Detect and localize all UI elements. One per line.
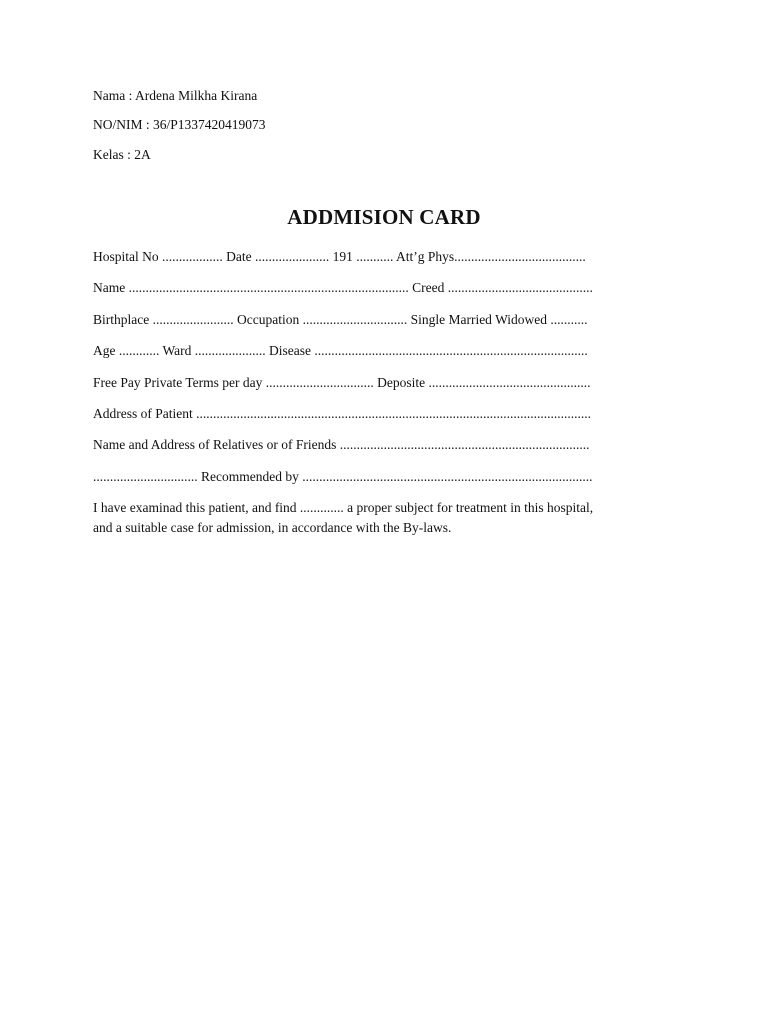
address-of-patient-line: Address of Patient ..................................................................................................................... xyxy=(93,406,591,421)
form-title: ADDMISION CARD xyxy=(287,205,481,229)
hospital-no-line: Hospital No .................. Date ...................... 191 ........... Att’g Phys....................................... xyxy=(93,249,586,264)
age-ward-disease-line: Age ............ Ward ..................... Disease ................................................................................. xyxy=(93,343,588,358)
birthplace-occupation-line: Birthplace ........................ Occupation ............................... Single Married Widowed ........... xyxy=(93,312,588,327)
examination-statement xyxy=(93,498,675,538)
student-nim: NO/NIM : 36/P1337420419073 xyxy=(93,117,266,132)
recommended-by-line: ............................... Recommended by ...................................................................................... xyxy=(93,469,593,484)
name-creed-line: Name ................................................................................... Creed ........................................... xyxy=(93,280,593,295)
pay-terms-deposite-line: Free Pay Private Terms per day ................................ Deposite ................................................ xyxy=(93,375,591,390)
statement-line-2: and a suitable case for admission, in accordance with the By-laws. xyxy=(93,520,452,535)
student-class: Kelas : 2A xyxy=(93,147,151,162)
relatives-address-line: Name and Address of Relatives or of Friends .......................................................................... xyxy=(93,437,590,452)
statement-line-1: I have examinad this patient, and find ............. a proper subject for treatment in this hospital, xyxy=(93,500,594,515)
student-name: Nama : Ardena Milkha Kirana xyxy=(93,88,258,103)
